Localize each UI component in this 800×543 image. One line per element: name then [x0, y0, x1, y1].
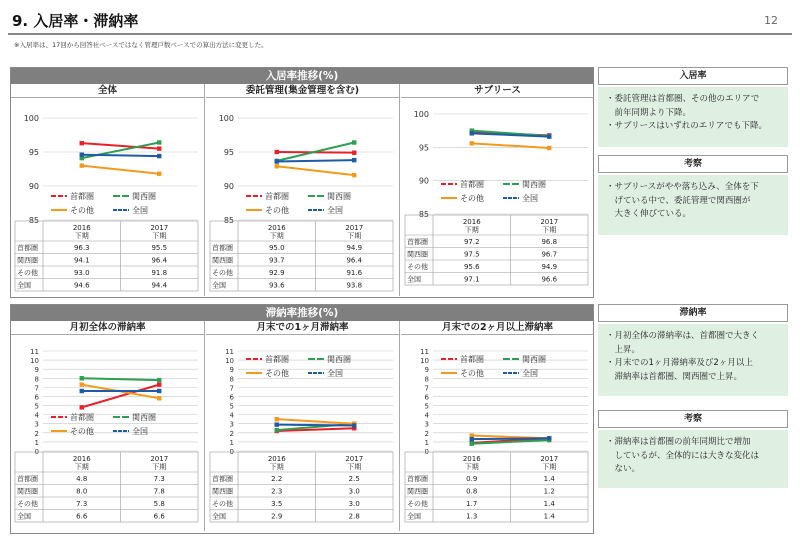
table-row-label: その他 [407, 263, 428, 271]
table-cell-value: 3.5 [271, 500, 283, 508]
y-tick-label: 0 [34, 448, 39, 456]
table-row-label: 首都圏 [407, 475, 428, 483]
occupancy-consider-body [598, 175, 788, 235]
table-cell-value: 4.8 [76, 475, 88, 483]
data-point [157, 378, 161, 382]
y-tick-label: 4 [229, 411, 234, 420]
table-cell-value: 7.8 [153, 487, 165, 496]
legend-label: 関西圏 [132, 192, 156, 201]
table-row-label: 関西圏 [407, 250, 428, 259]
table-cell-value: 97.5 [463, 250, 480, 259]
y-tick-label: 4 [424, 411, 429, 420]
x-category-label: 2016 [72, 224, 91, 232]
column-separator [204, 321, 205, 531]
column-separator [399, 84, 400, 296]
y-tick-label: 2 [34, 429, 39, 438]
table-cell-value: 92.9 [268, 269, 285, 277]
arrears-summary-line: ・月末での1ヶ月滞納率及び2ヶ月以上 [606, 358, 753, 368]
table-row-label: 首都圏 [407, 238, 428, 246]
x-category-sublabel: 下期 [347, 463, 362, 471]
table-cell-value: 93.8 [346, 281, 363, 290]
x-category-sublabel: 下期 [152, 463, 167, 471]
table-cell-value: 1.4 [543, 475, 555, 483]
data-point [352, 158, 356, 162]
arrears-summary-body [598, 324, 788, 396]
arrears-consider-line: しているが、全体的には大きな変化は [606, 450, 760, 461]
table-cell-value: 95.6 [463, 263, 480, 271]
legend-label: 首都圏 [70, 413, 94, 422]
occupancy-summary-line: 前年同期より下降。 [606, 107, 692, 118]
table-row-label: 全国 [407, 275, 421, 284]
y-tick-label: 3 [34, 420, 39, 429]
series-line-全国 [472, 438, 550, 439]
chart-1-svg [206, 98, 399, 296]
legend-label: 首都圏 [265, 355, 289, 364]
y-tick-label: 8 [34, 375, 39, 384]
chart-2-title: サブリース [401, 84, 594, 98]
data-point [157, 172, 161, 176]
legend-label: 首都圏 [460, 355, 484, 364]
chart-2-svg [401, 98, 594, 296]
table-cell-value: 93.0 [73, 269, 90, 277]
table-cell-value: 94.9 [541, 263, 558, 271]
table-row-label: 関西圏 [17, 256, 38, 265]
x-category-label: 2016 [267, 224, 286, 232]
x-category-sublabel: 下期 [347, 232, 362, 240]
y-tick-label: 85 [223, 216, 234, 225]
title-divider [8, 33, 792, 35]
x-category-label: 2017 [540, 455, 559, 463]
data-point [352, 150, 356, 154]
chart-5 [401, 335, 594, 535]
data-point [157, 382, 161, 386]
legend-label: 全国 [327, 369, 343, 378]
series-line-その他 [277, 166, 355, 175]
y-tick-label: 10 [225, 357, 234, 366]
data-point [80, 141, 84, 145]
series-line-全国 [82, 155, 160, 156]
arrears-consider-line: ・滞納率は首都圏の前年同期比で増加 [606, 437, 751, 447]
data-point [80, 163, 84, 167]
x-category-label: 2017 [150, 224, 169, 232]
data-point [157, 389, 161, 393]
table-cell-value: 94.4 [151, 281, 168, 290]
arrears-summary-line: 滞納率は首都圏、関西圏で上昇。 [606, 371, 743, 382]
column-separator [399, 321, 400, 531]
x-category-label: 2017 [345, 224, 364, 232]
table-cell-value: 7.3 [153, 475, 165, 483]
table-cell-value: 91.8 [151, 269, 168, 277]
chart-3-title: 月初全体の滞納率 [11, 321, 204, 335]
table-cell-value: 93.7 [268, 256, 285, 265]
page-number: 12 [764, 14, 778, 27]
data-point [352, 423, 356, 427]
table-cell-value: 95.5 [151, 244, 168, 252]
y-tick-label: 8 [229, 375, 234, 384]
table-cell-value: 2.5 [348, 475, 360, 483]
y-tick-label: 2 [229, 429, 234, 438]
y-tick-label: 9 [34, 366, 39, 375]
table-row-label: その他 [212, 500, 233, 508]
table-cell-value: 2.8 [348, 512, 360, 521]
table-row-label: 首都圏 [17, 244, 38, 252]
chart-2 [401, 98, 594, 296]
arrears-summary-line: ・月初全体の滞納率は、首都圏で大きく [606, 331, 760, 341]
table-cell-value: 2.3 [271, 487, 283, 496]
data-point [275, 422, 279, 426]
table-cell-value: 1.3 [466, 512, 478, 521]
x-category-label: 2017 [540, 218, 559, 226]
table-row-label: 全国 [212, 281, 226, 290]
data-point [352, 140, 356, 144]
data-point [80, 153, 84, 157]
table-cell-value: 6.6 [76, 512, 88, 521]
legend-label: その他 [460, 369, 484, 378]
legend-label: 首都圏 [70, 192, 94, 201]
series-line-その他 [277, 419, 355, 424]
legend-label: 関西圏 [522, 355, 546, 364]
chart-5-title: 月末での2ヶ月以上滞納率 [401, 321, 594, 335]
y-tick-label: 3 [229, 420, 234, 429]
y-tick-label: 90 [28, 182, 39, 191]
y-tick-label: 4 [34, 411, 39, 420]
data-point [80, 376, 84, 380]
x-category-label: 2017 [345, 455, 364, 463]
y-tick-label: 8 [424, 375, 429, 384]
data-table [405, 452, 588, 522]
y-tick-label: 10 [420, 357, 429, 366]
data-point [275, 417, 279, 421]
y-tick-label: 5 [34, 402, 39, 411]
series-line-全国 [277, 425, 355, 426]
occupancy-summary-heading: 入居率 [598, 67, 788, 85]
legend-label: 関西圏 [327, 192, 351, 201]
data-point [157, 396, 161, 400]
table-cell-value: 91.6 [346, 269, 363, 277]
table-cell-value: 1.4 [543, 500, 555, 508]
x-category-label: 2017 [150, 455, 169, 463]
table-cell-value: 94.9 [346, 244, 363, 252]
occupancy-consider-heading: 考察 [598, 155, 788, 173]
x-category-sublabel: 下期 [74, 463, 89, 471]
data-table [210, 221, 393, 291]
data-point [157, 154, 161, 158]
table-cell-value: 97.2 [463, 238, 480, 246]
x-category-sublabel: 下期 [464, 463, 479, 471]
table-cell-value: 6.6 [153, 512, 165, 521]
legend-label: 全国 [522, 369, 538, 378]
table-cell-value: 0.8 [466, 487, 478, 496]
data-point [275, 150, 279, 154]
table-cell-value: 8.0 [76, 487, 88, 496]
table-cell-value: 1.4 [543, 512, 555, 521]
table-cell-value: 1.7 [466, 500, 478, 508]
chart-0-svg [11, 98, 204, 296]
series-line-全国 [277, 160, 355, 161]
occupancy-summary-body [598, 87, 788, 147]
table-cell-value: 1.2 [543, 487, 555, 496]
y-tick-label: 2 [424, 429, 429, 438]
legend-label: 全国 [132, 427, 148, 436]
legend-label: その他 [70, 206, 94, 215]
data-point [470, 437, 474, 441]
y-tick-label: 0 [229, 448, 234, 456]
data-point [157, 140, 161, 144]
y-tick-label: 5 [229, 402, 234, 411]
table-row-label: 関西圏 [17, 487, 38, 496]
legend-label: その他 [265, 206, 289, 215]
y-tick-label: 11 [225, 348, 234, 356]
y-tick-label: 11 [30, 348, 39, 356]
table-cell-value: 94.6 [73, 281, 90, 290]
legend-label: 全国 [132, 206, 148, 215]
occupancy-consider-line: げている中で、委託管理で関西圏が [606, 195, 751, 206]
y-tick-label: 6 [229, 393, 234, 402]
chart-1 [206, 98, 399, 296]
arrears-summary-heading: 滞納率 [598, 304, 788, 322]
chart-0 [11, 98, 204, 296]
chart-4 [206, 335, 399, 535]
data-table [405, 215, 588, 285]
chart-3 [11, 335, 204, 535]
arrears-consider-body [598, 430, 788, 488]
y-tick-label: 85 [28, 216, 39, 225]
y-tick-label: 95 [418, 143, 429, 153]
data-point [547, 436, 551, 440]
y-tick-label: 9 [229, 366, 234, 375]
table-row-label: 関西圏 [407, 487, 428, 496]
chart-5-svg [401, 335, 594, 535]
y-tick-label: 7 [229, 384, 234, 393]
table-row-label: その他 [17, 269, 38, 277]
legend-label: その他 [460, 194, 484, 203]
x-category-label: 2016 [462, 218, 481, 226]
x-category-sublabel: 下期 [269, 463, 284, 471]
table-cell-value: 94.1 [73, 256, 90, 265]
table-row-label: 首都圏 [212, 475, 233, 483]
table-row-label: その他 [407, 500, 428, 508]
table-cell-value: 96.4 [346, 256, 363, 265]
data-table [15, 221, 198, 291]
legend-label: 全国 [522, 194, 538, 203]
x-category-sublabel: 下期 [542, 463, 557, 471]
data-point [470, 141, 474, 145]
data-table [15, 452, 198, 522]
legend-label: 関西圏 [327, 355, 351, 364]
y-tick-label: 11 [420, 348, 429, 356]
y-tick-label: 90 [223, 182, 234, 191]
data-point [275, 428, 279, 432]
y-tick-label: 100 [413, 110, 429, 119]
legend-label: 関西圏 [132, 413, 156, 422]
chart-4-svg [206, 335, 399, 535]
y-tick-label: 6 [34, 393, 39, 402]
table-row-label: 関西圏 [212, 487, 233, 496]
y-tick-label: 3 [424, 420, 429, 429]
table-row-label: 全国 [17, 512, 31, 521]
table-cell-value: 96.3 [73, 244, 90, 252]
y-tick-label: 85 [418, 210, 429, 219]
x-category-label: 2016 [462, 455, 481, 463]
x-category-sublabel: 下期 [464, 226, 479, 234]
page-title: 9. 入居率・滞納率 [12, 12, 139, 30]
table-cell-value: 5.8 [153, 500, 165, 508]
table-row-label: 全国 [407, 512, 421, 521]
x-category-sublabel: 下期 [542, 226, 557, 234]
occupancy-band-title: 入居率推移(%) [11, 68, 593, 84]
y-tick-label: 10 [30, 357, 39, 366]
series-line-その他 [82, 166, 160, 174]
table-row-label: 関西圏 [212, 256, 233, 265]
table-row-label: 全国 [17, 281, 31, 290]
y-tick-label: 100 [23, 114, 39, 123]
legend-label: 首都圏 [460, 180, 484, 189]
legend-label: 全国 [327, 206, 343, 215]
table-cell-value: 3.0 [348, 487, 360, 496]
arrears-summary-line: 上昇。 [606, 344, 641, 355]
data-point [352, 173, 356, 177]
table-cell-value: 7.3 [76, 500, 88, 508]
data-point [470, 442, 474, 446]
data-point [470, 131, 474, 135]
legend-label: その他 [70, 427, 94, 436]
data-point [275, 164, 279, 168]
occupancy-summary-line: ・委託管理は首都圏、その他のエリアで [606, 94, 760, 104]
table-cell-value: 93.6 [268, 281, 285, 290]
x-category-sublabel: 下期 [74, 232, 89, 240]
legend-label: 関西圏 [522, 180, 546, 189]
y-tick-label: 1 [34, 438, 39, 447]
y-tick-label: 1 [424, 438, 429, 447]
data-point [80, 382, 84, 386]
table-row-label: その他 [212, 269, 233, 277]
arrears-band-title: 滞納率推移(%) [11, 305, 593, 321]
chart-0-title: 全体 [11, 84, 204, 98]
y-tick-label: 6 [424, 393, 429, 402]
table-cell-value: 96.8 [541, 238, 558, 246]
occupancy-consider-line: ・サブリースがやや落ち込み、全体を下 [606, 182, 759, 192]
occupancy-summary-line: ・サブリースはいずれのエリアでも下降。 [606, 121, 767, 131]
data-table [210, 452, 393, 522]
data-point [80, 389, 84, 393]
y-tick-label: 7 [424, 384, 429, 393]
table-cell-value: 2.9 [271, 512, 283, 521]
table-row-label: その他 [17, 500, 38, 508]
chart-4-title: 月末での1ヶ月滞納率 [206, 321, 399, 335]
x-category-label: 2016 [267, 455, 286, 463]
data-point [275, 159, 279, 163]
y-tick-label: 9 [424, 366, 429, 375]
legend-label: 首都圏 [265, 192, 289, 201]
table-cell-value: 95.0 [268, 244, 285, 252]
table-cell-value: 3.0 [348, 500, 360, 508]
occupancy-consider-line: 大きく伸びている。 [606, 209, 692, 219]
table-row-label: 首都圏 [212, 244, 233, 252]
data-point [80, 405, 84, 409]
data-point [157, 146, 161, 150]
y-tick-label: 5 [424, 402, 429, 411]
table-cell-value: 2.2 [271, 475, 283, 483]
data-point [547, 134, 551, 138]
x-category-label: 2016 [72, 455, 91, 463]
arrears-consider-line: ない。 [606, 464, 641, 474]
footnote: ※入居率は、17回から回答社ベースではなく管理戸数ベースでの算出方法に変更した。 [14, 41, 268, 49]
data-point [547, 146, 551, 150]
y-tick-label: 95 [28, 148, 39, 157]
table-row-label: 首都圏 [17, 475, 38, 483]
y-tick-label: 100 [218, 114, 234, 123]
table-cell-value: 96.7 [541, 250, 558, 259]
table-cell-value: 97.1 [463, 275, 480, 284]
y-tick-label: 1 [229, 438, 234, 447]
x-category-sublabel: 下期 [152, 232, 167, 240]
x-category-sublabel: 下期 [269, 232, 284, 240]
y-tick-label: 95 [223, 148, 234, 157]
y-tick-label: 7 [34, 384, 39, 393]
column-separator [204, 84, 205, 296]
y-tick-label: 0 [424, 448, 429, 456]
table-cell-value: 0.9 [466, 475, 478, 483]
chart-3-svg [11, 335, 204, 535]
table-cell-value: 96.6 [541, 275, 558, 284]
arrears-consider-heading: 考察 [598, 410, 788, 428]
y-tick-label: 90 [418, 176, 429, 186]
table-cell-value: 96.4 [151, 256, 168, 265]
legend-label: その他 [265, 369, 289, 378]
chart-1-title: 委託管理(集金管理を含む) [206, 84, 399, 98]
table-row-label: 全国 [212, 512, 226, 521]
